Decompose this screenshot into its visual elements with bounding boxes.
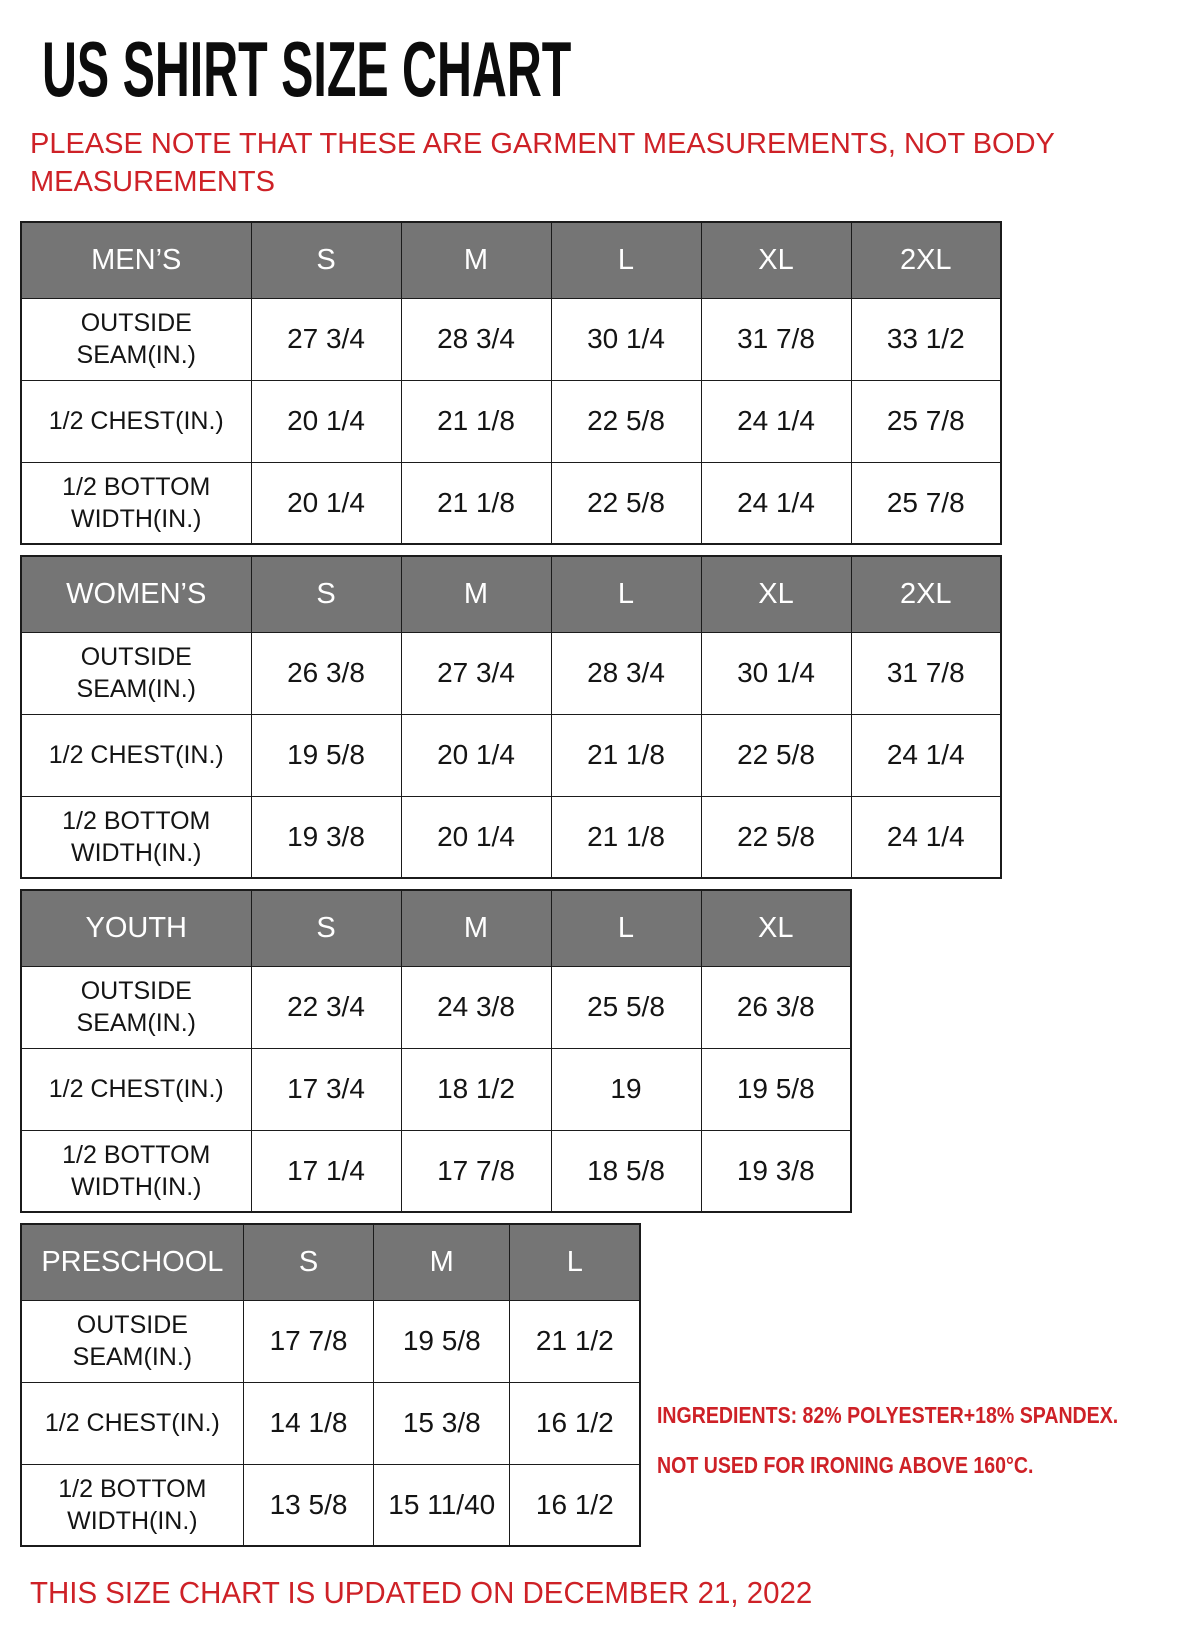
measurement-value-cell: 21 1/8 (551, 796, 701, 878)
measurement-value-cell: 15 3/8 (374, 1382, 510, 1464)
size-column-header: M (374, 1224, 510, 1300)
measurement-value-cell: 18 5/8 (551, 1130, 701, 1212)
measurement-value-cell: 24 1/4 (701, 462, 851, 544)
measurement-value-cell: 22 5/8 (551, 380, 701, 462)
size-column-header: L (551, 556, 701, 632)
measurement-value-cell: 21 1/8 (401, 462, 551, 544)
measurement-label-cell: 1/2 CHEST(IN.) (21, 1382, 243, 1464)
measurement-value-cell: 20 1/4 (401, 796, 551, 878)
size-table-youth (20, 889, 852, 1213)
size-table-mens (20, 221, 1002, 545)
table-row (21, 380, 1001, 462)
table-row (21, 796, 1001, 878)
measurement-value-cell: 21 1/8 (551, 714, 701, 796)
measurement-value-cell: 18 1/2 (401, 1048, 551, 1130)
measurement-value-cell: 17 3/4 (251, 1048, 401, 1130)
table-row (21, 1464, 640, 1546)
size-column-header: L (510, 1224, 641, 1300)
table-row (21, 462, 1001, 544)
measurement-value-cell: 25 5/8 (551, 966, 701, 1048)
table-row (21, 1048, 851, 1130)
size-column-header: L (551, 222, 701, 298)
table-row (21, 632, 1001, 714)
measurement-value-cell: 19 3/8 (251, 796, 401, 878)
measurement-label-cell: 1/2 BOTTOM WIDTH(IN.) (21, 796, 251, 878)
size-column-header: 2XL (851, 222, 1001, 298)
measurement-value-cell: 31 7/8 (701, 298, 851, 380)
measurement-value-cell: 19 3/8 (701, 1130, 851, 1212)
measurement-value-cell: 30 1/4 (551, 298, 701, 380)
womens-table-section (20, 555, 1200, 879)
table-row (21, 1130, 851, 1212)
measurement-value-cell: 19 5/8 (251, 714, 401, 796)
measurement-value-cell: 22 5/8 (551, 462, 701, 544)
measurement-value-cell: 19 5/8 (374, 1300, 510, 1382)
table-row (21, 714, 1001, 796)
category-header-womens: WOMEN’S (21, 556, 251, 632)
measurement-value-cell: 27 3/4 (401, 632, 551, 714)
size-column-header: XL (701, 222, 851, 298)
size-column-header: S (251, 222, 401, 298)
preschool-section (20, 1223, 1200, 1557)
size-table-womens (20, 555, 1002, 879)
measurement-value-cell: 30 1/4 (701, 632, 851, 714)
update-date-note: THIS SIZE CHART IS UPDATED ON DECEMBER 21, 2022 (30, 1575, 813, 1611)
size-column-header: XL (701, 890, 851, 966)
measurement-label-cell: 1/2 CHEST(IN.) (21, 380, 251, 462)
measurement-value-cell: 14 1/8 (243, 1382, 374, 1464)
measurement-value-cell: 31 7/8 (851, 632, 1001, 714)
size-table-preschool (20, 1223, 641, 1547)
category-header-preschool: PRESCHOOL (21, 1224, 243, 1300)
table-row (21, 1300, 640, 1382)
size-column-header: M (401, 222, 551, 298)
measurement-value-cell: 24 1/4 (701, 380, 851, 462)
measurement-value-cell: 20 1/4 (401, 714, 551, 796)
table-row (21, 1382, 640, 1464)
measurement-label-cell: OUTSIDE SEAM(IN.) (21, 1300, 243, 1382)
measurement-label-cell: 1/2 CHEST(IN.) (21, 714, 251, 796)
measurement-value-cell: 33 1/2 (851, 298, 1001, 380)
measurement-label-cell: 1/2 BOTTOM WIDTH(IN.) (21, 1130, 251, 1212)
measurement-value-cell: 13 5/8 (243, 1464, 374, 1546)
ingredients-note (657, 1391, 1118, 1490)
measurement-value-cell: 17 7/8 (243, 1300, 374, 1382)
table-row (21, 966, 851, 1048)
measurement-value-cell: 17 7/8 (401, 1130, 551, 1212)
measurement-value-cell: 17 1/4 (251, 1130, 401, 1212)
measurement-value-cell: 22 3/4 (251, 966, 401, 1048)
measurement-value-cell: 16 1/2 (510, 1464, 641, 1546)
measurement-label-cell: 1/2 CHEST(IN.) (21, 1048, 251, 1130)
category-header-youth: YOUTH (21, 890, 251, 966)
category-header-mens: MEN’S (21, 222, 251, 298)
measurement-value-cell: 22 5/8 (701, 796, 851, 878)
ingredients-line: INGREDIENTS: 82% POLYESTER+18% SPANDEX. (657, 1402, 1119, 1429)
measurement-label-cell: OUTSIDE SEAM(IN.) (21, 632, 251, 714)
size-column-header: L (551, 890, 701, 966)
measurement-value-cell: 16 1/2 (510, 1382, 641, 1464)
measurement-value-cell: 22 5/8 (701, 714, 851, 796)
preschool-table-section (20, 1223, 641, 1547)
ironing-warning-line: NOT USED FOR IRONING ABOVE 160°C. (657, 1451, 1034, 1478)
measurement-value-cell: 24 1/4 (851, 796, 1001, 878)
measurement-value-cell: 15 11/40 (374, 1464, 510, 1546)
measurement-value-cell: 26 3/8 (701, 966, 851, 1048)
measurement-value-cell: 25 7/8 (851, 462, 1001, 544)
size-column-header: M (401, 890, 551, 966)
size-column-header: M (401, 556, 551, 632)
measurement-value-cell: 24 1/4 (851, 714, 1001, 796)
garment-measurement-note: PLEASE NOTE THAT THESE ARE GARMENT MEASUREMENTS, NOT BODY MEASUREMENTS (30, 128, 1055, 198)
measurement-label-cell: 1/2 BOTTOM WIDTH(IN.) (21, 462, 251, 544)
table-row (21, 298, 1001, 380)
measurement-value-cell: 20 1/4 (251, 380, 401, 462)
measurement-value-cell: 19 (551, 1048, 701, 1130)
measurement-label-cell: OUTSIDE SEAM(IN.) (21, 966, 251, 1048)
measurement-label-cell: OUTSIDE SEAM(IN.) (21, 298, 251, 380)
size-column-header: S (251, 556, 401, 632)
measurement-value-cell: 25 7/8 (851, 380, 1001, 462)
measurement-value-cell: 28 3/4 (401, 298, 551, 380)
size-column-header: S (251, 890, 401, 966)
measurement-value-cell: 24 3/8 (401, 966, 551, 1048)
measurement-value-cell: 21 1/8 (401, 380, 551, 462)
measurement-value-cell: 26 3/8 (251, 632, 401, 714)
measurement-value-cell: 21 1/2 (510, 1300, 641, 1382)
measurement-value-cell: 20 1/4 (251, 462, 401, 544)
measurement-value-cell: 28 3/4 (551, 632, 701, 714)
size-column-header: 2XL (851, 556, 1001, 632)
mens-table-section (20, 221, 1200, 545)
measurement-label-cell: 1/2 BOTTOM WIDTH(IN.) (21, 1464, 243, 1546)
youth-table-section (20, 889, 1200, 1213)
size-column-header: XL (701, 556, 851, 632)
size-column-header: S (243, 1224, 374, 1300)
page-title: US SHIRT SIZE CHART (42, 25, 572, 113)
measurement-value-cell: 27 3/4 (251, 298, 401, 380)
measurement-value-cell: 19 5/8 (701, 1048, 851, 1130)
